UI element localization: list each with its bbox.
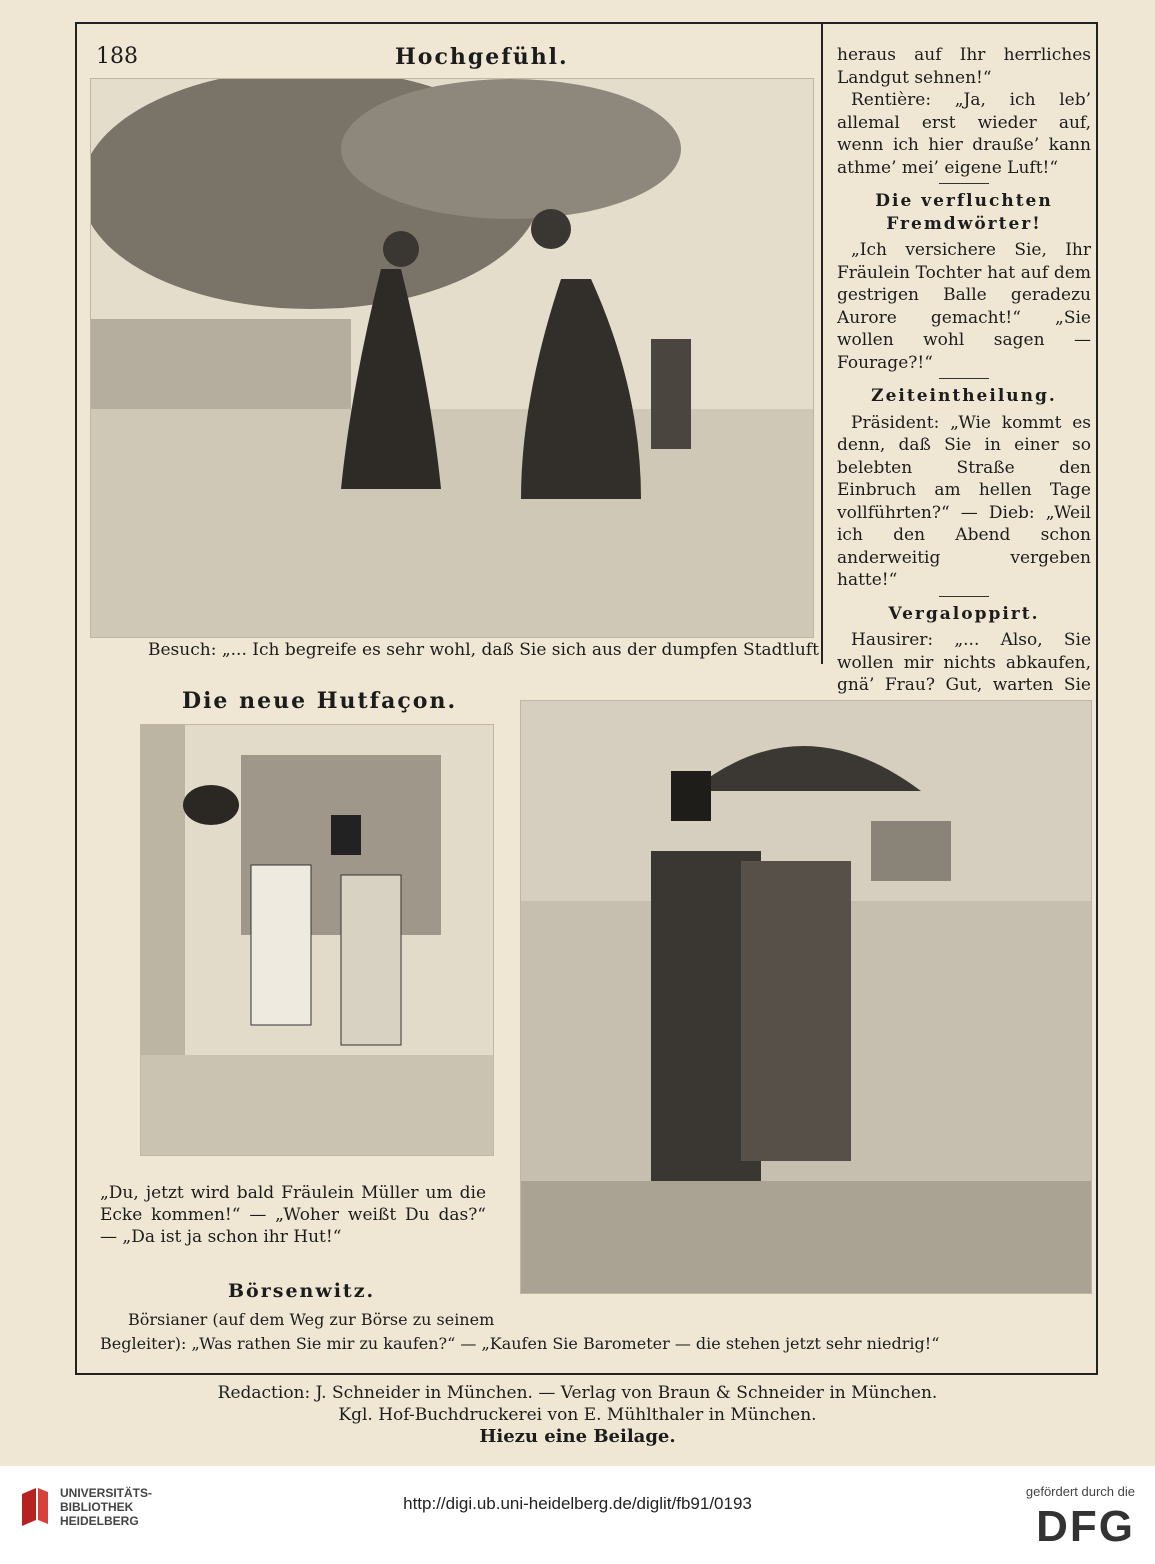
dfg-logo: DFG [1036, 1502, 1135, 1551]
section-body: „Ich versichere Sie, Ihr Fräulein Tochter hat auf dem gestrigen Balle geradezu Aurore gemacht!“ „Sie wollen wohl sagen — Fourage?!“ [837, 240, 1091, 373]
cartoon-title-hutfacon: Die neue Hutfaçon. [182, 688, 458, 714]
imprint-line1: Redaction: J. Schneider in München. — Verlag von Braun & Schneider in München. [217, 1383, 938, 1403]
right-column [837, 44, 1091, 798]
digitization-footer [0, 1466, 1155, 1564]
cartoon-title-hochgefuehl: Hochgefühl. [395, 44, 569, 70]
illustration-hochgefuehl [90, 78, 814, 638]
cartoon2-caption: „Du, jetzt wird bald Fräulein Müller um die Ecke kommen!“ — „Woher weißt Du das?“ — „Da ist ja schon ihr Hut!“ [100, 1183, 486, 1247]
section-heading: Zeiteintheilung. [871, 386, 1057, 406]
column-intro: heraus auf Ihr herrliches Landgut sehnen!“ [837, 45, 1091, 88]
cartoon1-caption: Besuch: „... Ich begreife es sehr wohl, daß Sie sich aus der dumpfen Stadtluft [148, 640, 819, 660]
boersenwitz-line2: Begleiter): „Was rathen Sie mir zu kaufen?“ — „Kaufen Sie Barometer — die stehen jetzt sehr niedrig!“ [100, 1334, 940, 1353]
separator [939, 596, 989, 597]
section-heading: Vergaloppirt. [888, 603, 1040, 624]
illustration-hutfacon [140, 724, 494, 1156]
section-body: Hausirer: „... Also, Sie wollen mir nichts abkaufen, gnä’ Frau? Gut, warten Sie [837, 630, 1091, 695]
separator [939, 378, 989, 379]
column-rule [821, 24, 823, 664]
boersenwitz-title: Börsenwitz. [228, 1280, 376, 1302]
imprint-line3: Hiezu eine Beilage. [479, 1426, 676, 1447]
imprint-line2: Kgl. Hof-Buchdruckerei von E. Mühlthaler in München. [338, 1405, 817, 1425]
section-heading: Die verfluchten Fremdwörter! [875, 191, 1053, 234]
permalink[interactable]: http://digi.ub.uni-heidelberg.de/diglit/fb91/0193 [403, 1494, 752, 1513]
boersenwitz-line1: Börsianer (auf dem Weg zur Börse zu seinem [128, 1310, 495, 1329]
university-name-line: HEIDELBERG [60, 1514, 139, 1528]
university-name-line: BIBLIOTHEK [60, 1500, 134, 1514]
separator [939, 183, 989, 184]
page-number: 188 [96, 44, 138, 69]
funding-label: gefördert durch die [1025, 1484, 1135, 1499]
column-reply: Rentière: „Ja, ich leb’ allemal erst wieder auf, wenn ich hier drauße’ kann athme’ mei’ eigene Luft!“ [837, 90, 1091, 178]
illustration-boersenwitz [520, 700, 1092, 1294]
university-name-line: UNIVERSITÄTS- [60, 1486, 153, 1500]
section-body: Präsident: „Wie kommt es denn, daß Sie in einer so belebten Straße den Einbruch am hellen Tage vollführten?“ — Dieb: „Weil ich den Abend schon anderweitig vergeben hatte!“ [837, 412, 1091, 590]
